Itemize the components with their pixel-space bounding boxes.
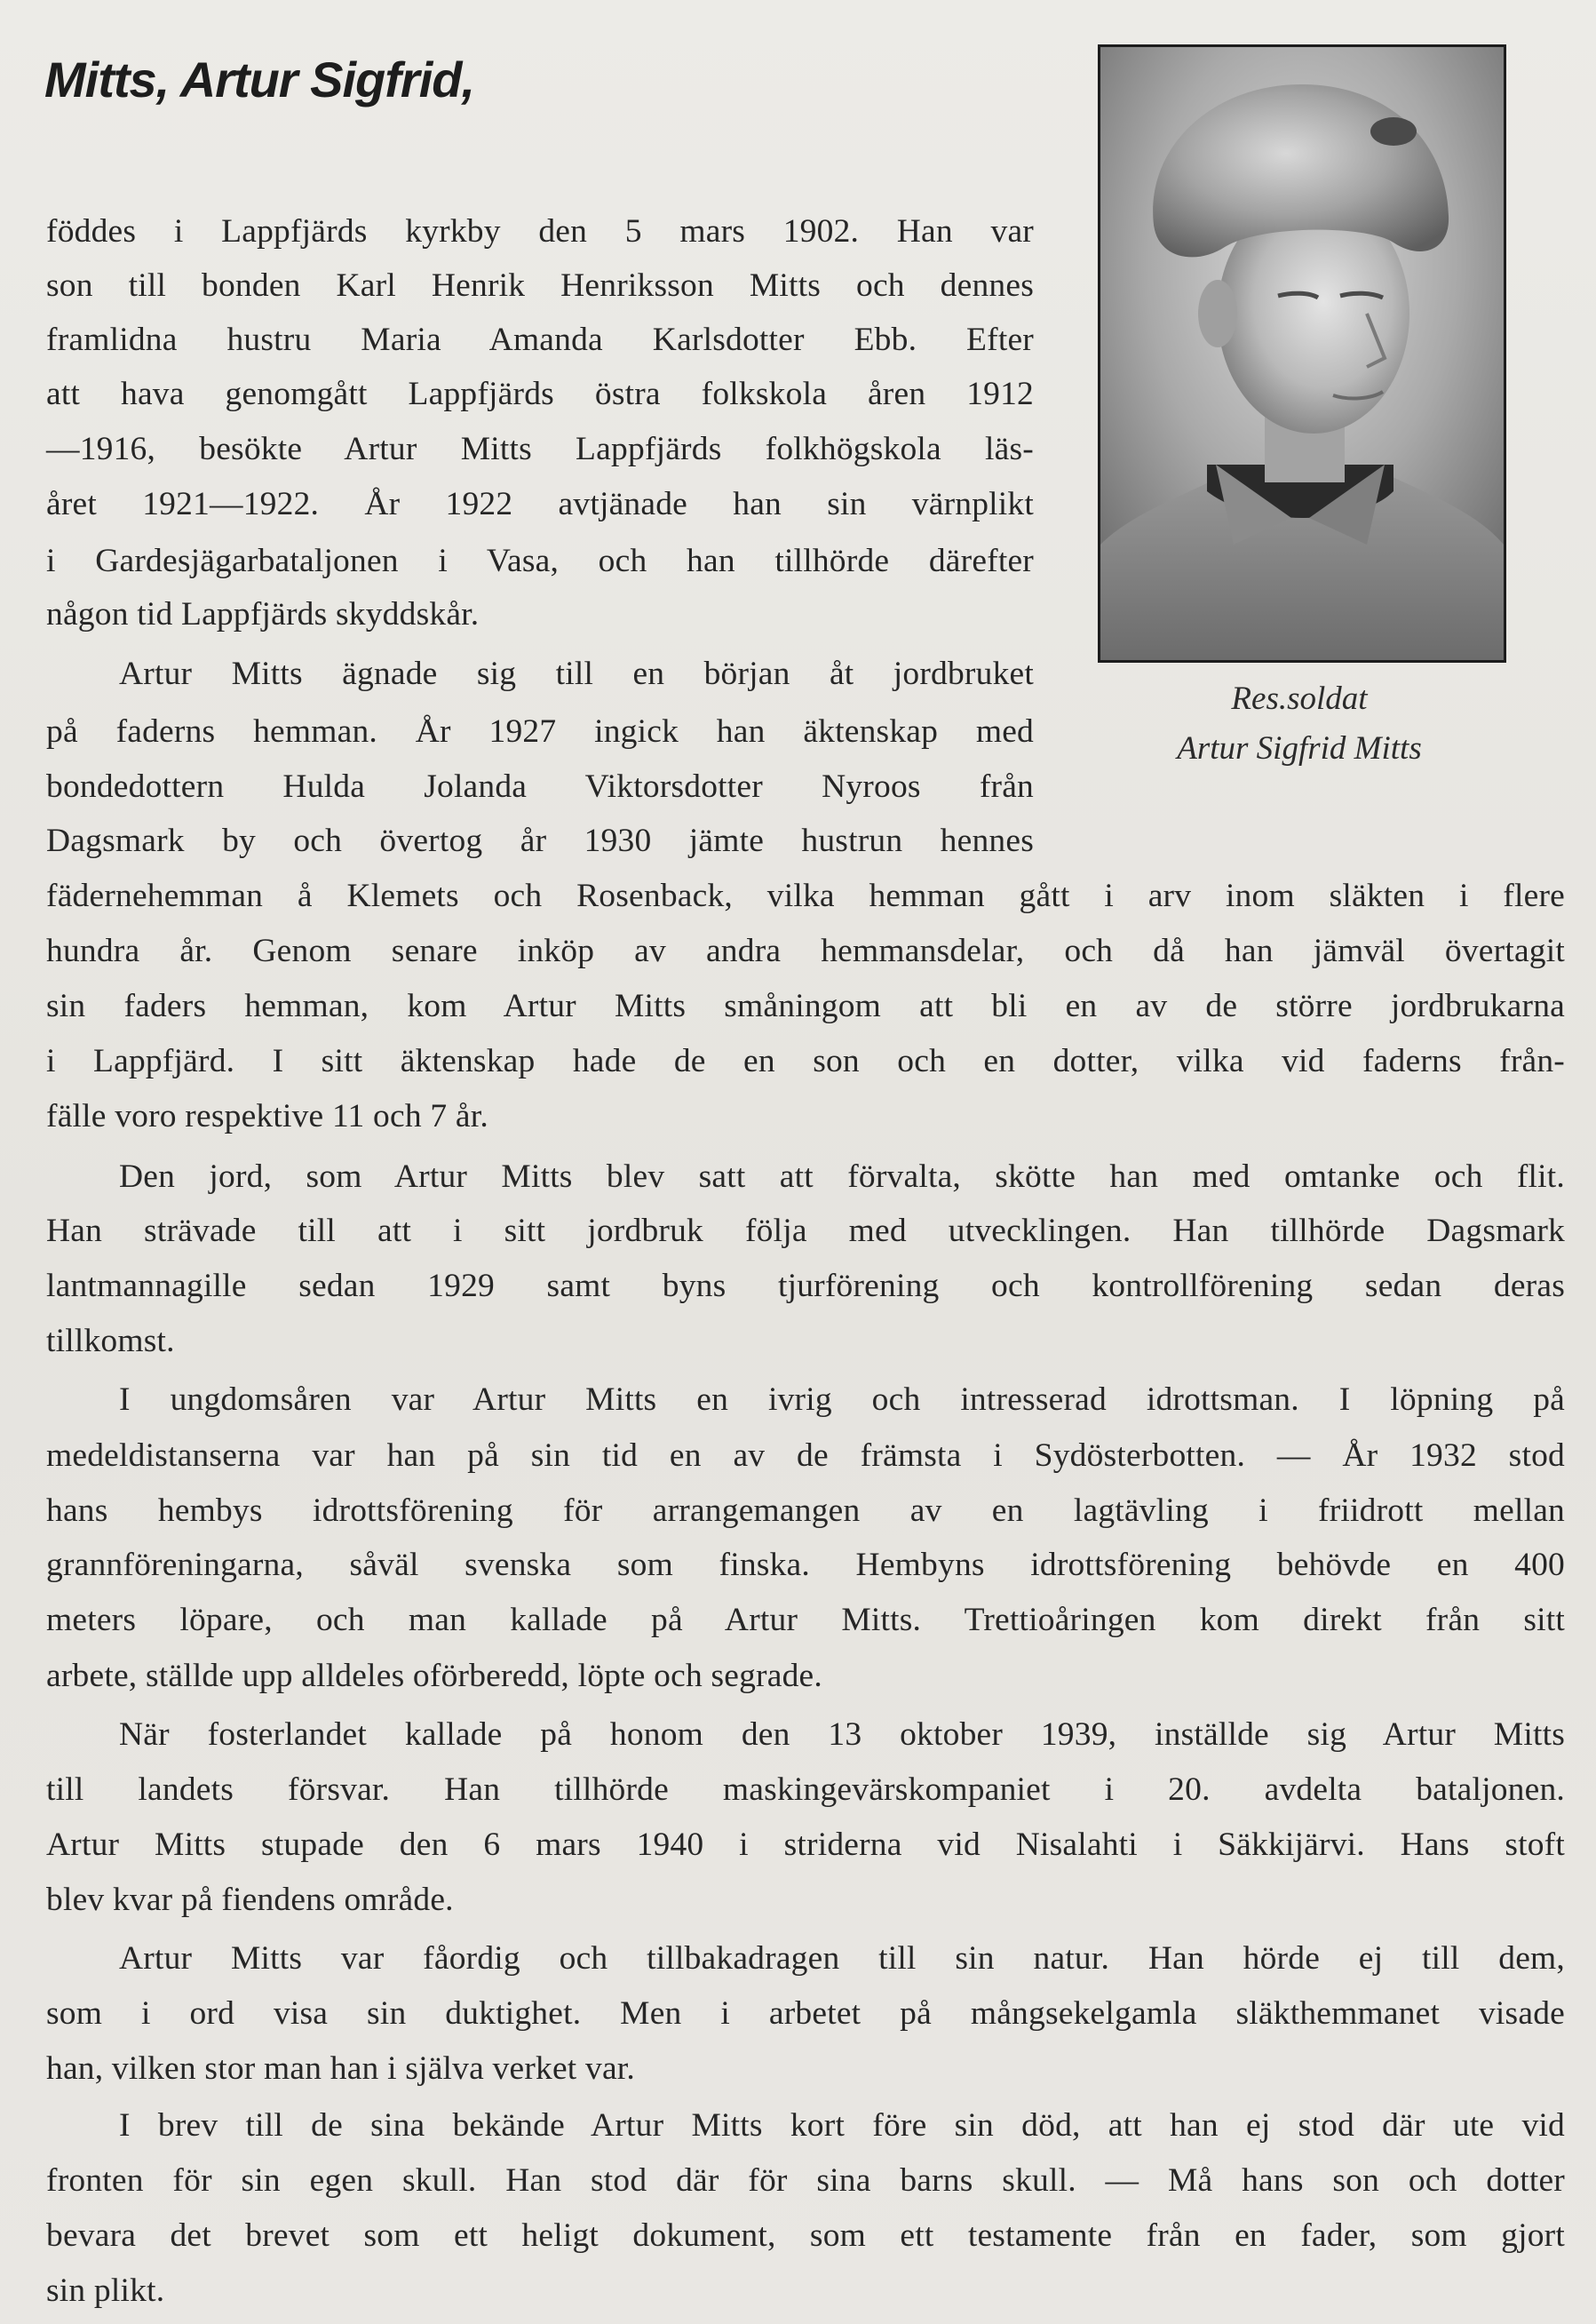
text-line: Den jord, som Artur Mitts blev satt att förvalta, skötte han med omtanke och flit.: [119, 1158, 1565, 1195]
text-line: —1916, besökte Artur Mitts Lappfjärds folkhögskola läs-: [46, 431, 1034, 467]
text-line: på faderns hemman. År 1927 ingick han äktenskap med: [46, 713, 1034, 750]
text-line: bondedottern Hulda Jolanda Viktorsdotter Nyroos från: [46, 768, 1034, 805]
text-line: I brev till de sina bekände Artur Mitts kort före sin död, att han ej stod där ute vid: [119, 2107, 1565, 2144]
text-line: medeldistanserna var han på sin tid en av de främsta i Sydösterbotten. — År 1932 stod: [46, 1437, 1565, 1474]
text-line: Artur Mitts var fåordig och tillbakadragen till sin natur. Han hörde ej till dem,: [119, 1940, 1565, 1977]
text-line: I ungdomsåren var Artur Mitts en ivrig och intresserad idrottsman. I löpning på: [119, 1381, 1565, 1418]
text-line: bevara det brevet som ett heligt dokument, som ett testamente från en fader, som gjort: [46, 2217, 1565, 2254]
text-line: Artur Mitts stupade den 6 mars 1940 i striderna vid Nisalahti i Säkkijärvi. Hans stoft: [46, 1827, 1565, 1863]
text-line: föddes i Lappfjärds kyrkby den 5 mars 1902. Han var: [46, 213, 1034, 250]
text-line: sin faders hemman, kom Artur Mitts småningom att bli en av de större jordbrukarna: [46, 988, 1565, 1024]
text-line: fädernehemman å Klemets och Rosenback, vilka hemman gått i arv inom släkten i flere: [46, 878, 1565, 914]
text-line: blev kvar på fiendens område.: [46, 1882, 454, 1918]
text-line: Dagsmark by och övertog år 1930 jämte hustrun hennes: [46, 823, 1034, 859]
text-line: hans hembys idrottsförening för arrangemangen av en lagtävling i friidrott mellan: [46, 1492, 1565, 1529]
text-line: i Gardesjägarbataljonen i Vasa, och han tillhörde därefter: [46, 543, 1034, 579]
photo-caption-title: Res.soldat: [1231, 680, 1368, 717]
text-line: lantmannagille sedan 1929 samt byns tjurförening och kontrollförening sedan deras: [46, 1268, 1565, 1304]
text-line: någon tid Lappfjärds skyddskår.: [46, 596, 480, 633]
text-line: hundra år. Genom senare inköp av andra hemmansdelar, och då han jämväl övertagit: [46, 933, 1565, 969]
text-line: meters löpare, och man kallade på Artur Mitts. Trettioåringen kom direkt från sitt: [46, 1602, 1565, 1638]
text-line: son till bonden Karl Henrik Henriksson Mitts och dennes: [46, 267, 1034, 304]
photo-caption-name: Artur Sigfrid Mitts: [1177, 730, 1422, 767]
text-line: tillkomst.: [46, 1323, 175, 1359]
text-line: han, vilken stor man han i själva verket var.: [46, 2050, 635, 2087]
text-line: grannföreningarna, såväl svenska som finska. Hembyns idrottsförening behövde en 400: [46, 1547, 1565, 1583]
text-line: fälle voro respektive 11 och 7 år.: [46, 1098, 488, 1134]
text-line: När fosterlandet kallade på honom den 13 oktober 1939, inställde sig Artur Mitts: [119, 1716, 1565, 1753]
text-line: arbete, ställde upp alldeles oförberedd, löpte och segrade.: [46, 1658, 822, 1694]
entry-heading: Mitts, Artur Sigfrid,: [44, 52, 475, 107]
text-line: Artur Mitts ägnade sig till en början åt jordbruket: [119, 656, 1034, 692]
text-line: till landets försvar. Han tillhörde maskingevärskompaniet i 20. avdelta bataljonen.: [46, 1771, 1565, 1808]
text-line: fronten för sin egen skull. Han stod där för sina barns skull. — Må hans son och dotter: [46, 2162, 1565, 2199]
text-line: framlidna hustru Maria Amanda Karlsdotter Ebb. Efter: [46, 322, 1034, 358]
text-line: som i ord visa sin duktighet. Men i arbetet på mångsekelgamla släkthemmanet visade: [46, 1995, 1565, 2032]
text-line: sin plikt.: [46, 2272, 165, 2309]
text-line: året 1921—1922. År 1922 avtjänade han sin värnplikt: [46, 486, 1034, 522]
portrait-photo: [1098, 44, 1506, 663]
portrait-illustration: [1100, 47, 1504, 660]
text-line: Han strävade till att i sitt jordbruk följa med utvecklingen. Han tillhörde Dagsmark: [46, 1213, 1565, 1249]
text-line: att hava genomgått Lappfjärds östra folkskola åren 1912: [46, 376, 1034, 412]
text-line: i Lappfjärd. I sitt äktenskap hade de en son och en dotter, vilka vid faderns från-: [46, 1043, 1565, 1079]
